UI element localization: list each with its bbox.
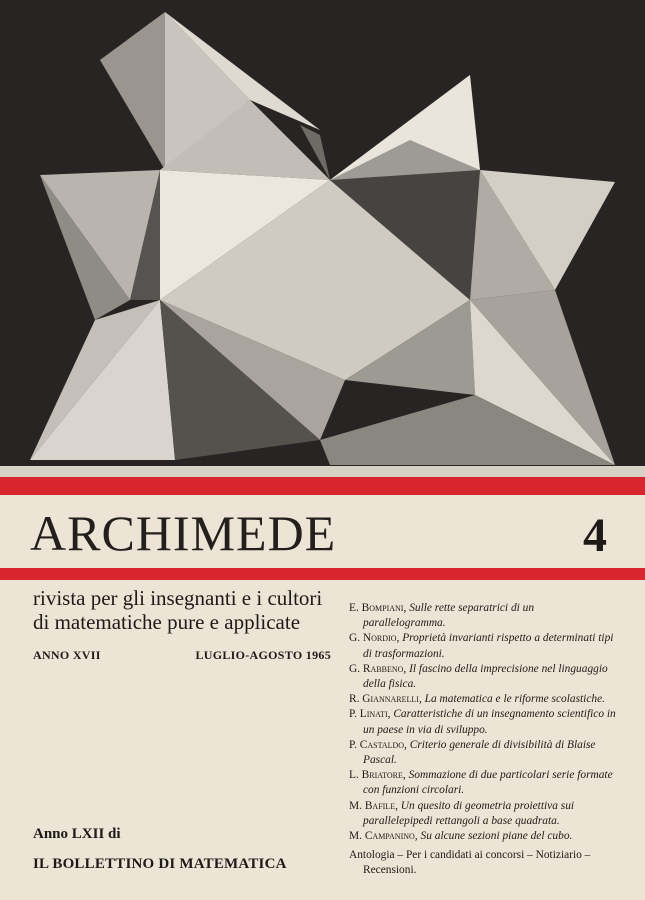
issue-number: 4 — [583, 509, 607, 562]
toc-entry — [349, 662, 619, 692]
date-label: LUGLIO-AGOSTO 1965 — [195, 648, 331, 662]
subtitle-line: di matematiche pure e applicate — [33, 610, 301, 634]
toc-title: Il fascino della imprecisione nel linguaggio della fisica. — [363, 662, 608, 691]
issue-meta — [33, 648, 331, 663]
toc-entry — [349, 707, 619, 737]
toc-entry — [349, 631, 619, 661]
toc-author: G. Nordio, — [349, 632, 400, 645]
toc-title: Sulle rette separatrici di un parallelogramma. — [363, 602, 535, 630]
toc-entry — [349, 768, 619, 798]
toc-entry — [349, 601, 619, 631]
bulletin-year: Anno LXII di — [33, 826, 121, 842]
toc-title: Criterio generale di divisibilità di Blaise Pascal. — [363, 738, 596, 767]
bulletin-name: IL BOLLETTINO DI MATEMATICA — [33, 856, 287, 872]
subtitle — [33, 586, 353, 634]
toc-author: L. Briatore, — [349, 769, 406, 782]
toc-author: P. Castaldo, — [349, 738, 407, 751]
toc-author: M. Bafile, — [349, 799, 398, 812]
masthead-title: ARCHIMEDE — [30, 505, 337, 561]
table-of-contents — [349, 601, 619, 890]
toc-title: La matematica e le riforme scolastiche. — [424, 693, 605, 706]
toc-entry — [349, 692, 619, 707]
toc-footer: Antologia – Per i candidati ai concorsi – Notiziario – Recensioni. — [349, 849, 591, 877]
toc-author: E. Bompiani, — [349, 602, 407, 614]
toc-entry — [349, 799, 619, 829]
toc-title: Caratteristiche di un insegnamento scientifico in un paese in via di sviluppo. — [363, 708, 616, 736]
toc-author: P. Linati, — [349, 708, 391, 721]
middle-red-band — [0, 568, 645, 580]
subtitle-line: rivista per gli insegnanti e i cultori — [33, 586, 323, 610]
toc-title: Su alcune sezioni piane del cubo. — [420, 830, 573, 843]
toc-title: Proprietà invarianti rispetto a determinati tipi di trasformazioni. — [363, 632, 614, 660]
toc-author: M. Campanino, — [349, 830, 418, 843]
toc-entry — [349, 829, 619, 844]
toc-title: Sommazione di due particolari serie formate con funzioni circolari. — [363, 769, 613, 797]
anno-label: ANNO XVII — [33, 648, 101, 662]
toc-title: Un quesito di geometria proiettiva sui parallelepipedi rettangoli a base quadrata. — [363, 799, 575, 827]
toc-entry — [349, 738, 619, 768]
top-red-band — [0, 477, 645, 495]
toc-author: G. Rabbeno, — [349, 662, 407, 675]
toc-author: R. Giannarelli, — [349, 693, 422, 706]
